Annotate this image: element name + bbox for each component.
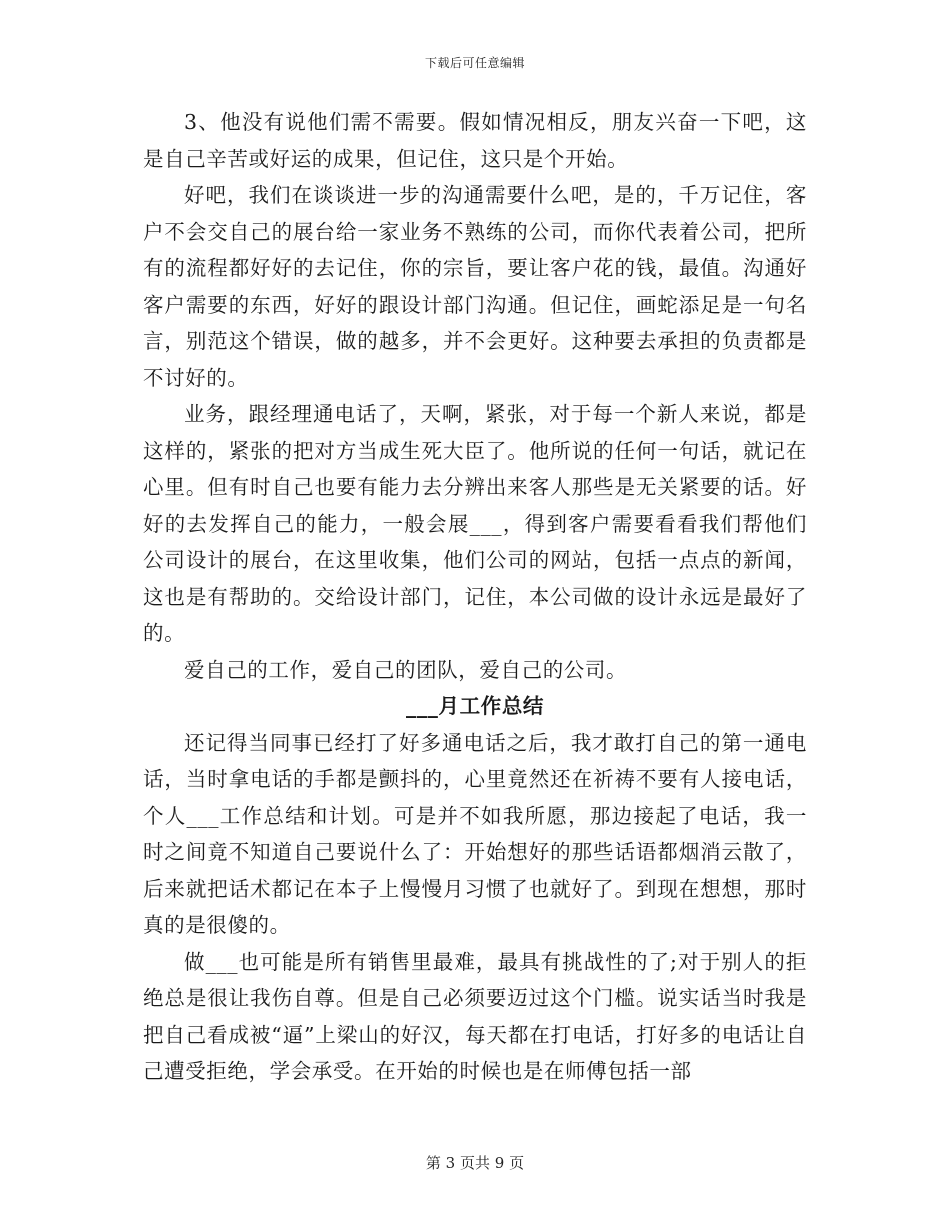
page-header: 下载后可任意编辑: [424, 56, 525, 70]
document-body: [143, 104, 807, 1090]
paragraph-2: 好吧，我们在谈谈进一步的沟通需要什么吧，是的，千万记住，客户不会交自己的展台给一家业务不熟练的公司，而你代表着公司，把所有的流程都好好的去记住，你的宗旨，要让客户花的钱，最值。沟通好客户需要的东西，好好的跟设计部门沟通。但记住，画蛇添足是一句名言，别范这个错误，做的越多，并不会更好。这种要去承担的负责都是不讨好的。: [143, 183, 807, 390]
section-heading: ___月工作总结: [405, 694, 545, 718]
paragraph-4: 爱自己的工作，爱自己的团队，爱自己的公司。: [184, 657, 628, 682]
page-footer: 第 3 页共 9 页: [425, 1154, 525, 1172]
section-paragraph-1: 还记得当同事已经打了好多通电话之后，我才敢打自己的第一通电话，当时拿电话的手都是颤抖的，心里竟然还在祈祷不要有人接电话，个人___工作总结和计划。可是并不如我所愿，那边接起了电话，我一时之间竟不知道自己要说什么了：开始想好的那些话语都烟消云散了，后来就把话术都记在本子上慢慢月习惯了也就好了。到现在想想，那时真的是很傻的。: [143, 730, 807, 937]
section-paragraph-2: 做___也可能是所有销售里最难，最具有挑战性的了;对于别人的拒绝总是很让我伤自尊。但是自己必须要迈过这个门槛。说实话当时我是把自己看成被“逼”上梁山的好汉，每天都在打电话，打好多的电话让自己遭受拒绝，学会承受。在开始的时候也是在师傅包括一部: [143, 949, 807, 1083]
paragraph-3: 业务，跟经理通电话了，天啊，紧张，对于每一个新人来说，都是这样的，紧张的把对方当成生死大臣了。他所说的任何一句话，就记在心里。但有时自己也要有能力去分辨出来客人那些是无关紧要的话。好好的去发挥自己的能力，一般会展___，得到客户需要看看我们帮他们公司设计的展台，在这里收集，他们公司的网站，包括一点点的新闻，这也是有帮助的。交给设计部门，记住，本公司做的设计永远是最好了的。: [143, 402, 807, 645]
paragraph-1: 3、他没有说他们需不需要。假如情况相反，朋友兴奋一下吧，这是自己辛苦或好运的成果，但记住，这只是个开始。: [143, 110, 807, 171]
